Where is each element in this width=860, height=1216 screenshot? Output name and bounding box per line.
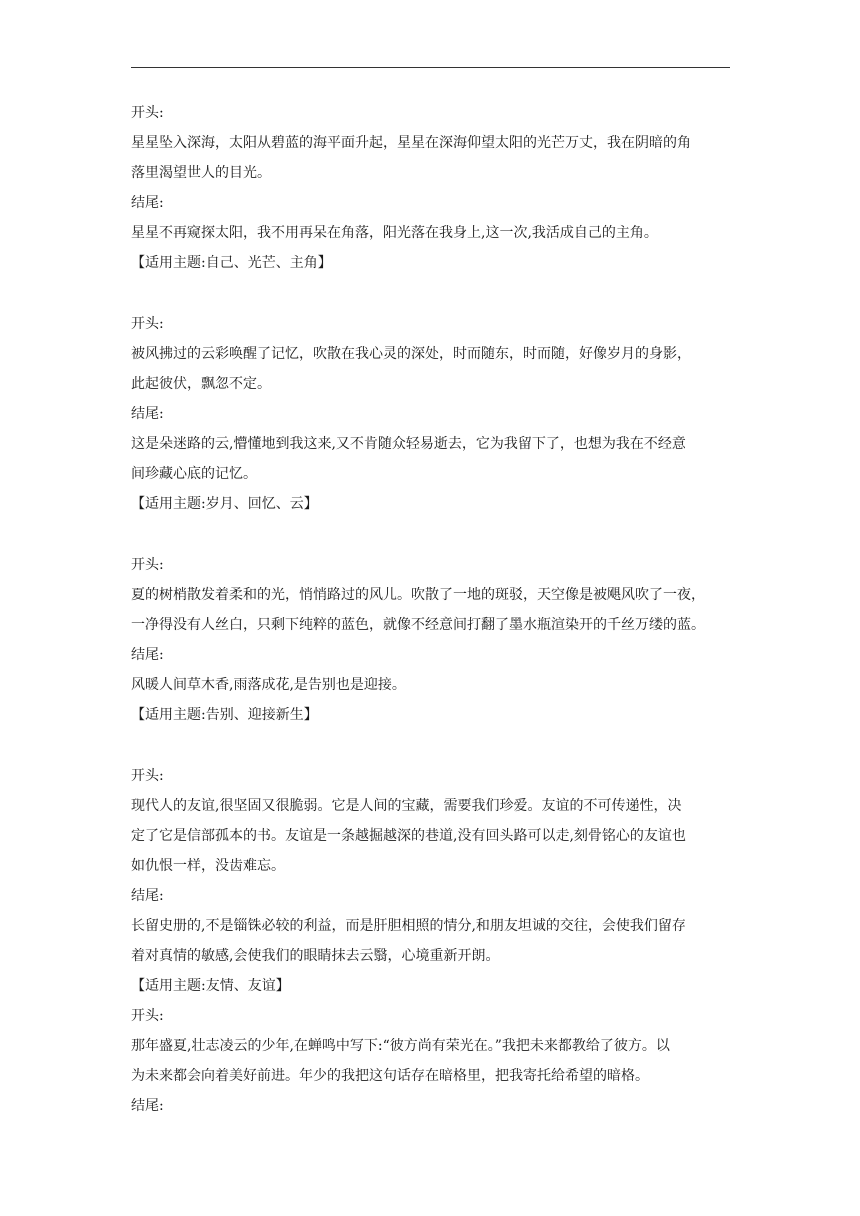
ending-label: 结尾: bbox=[131, 406, 164, 422]
opening-line: 为未来都会向着美好前进。年少的我把这句话存在暗格里，把我寄托给希望的暗格。 bbox=[131, 1068, 649, 1084]
opening-line: 一净得没有人丝白，只剩下纯粹的蓝色，就像不经意间打翻了墨水瓶渲染开的千丝万缕的蓝。 bbox=[131, 617, 705, 633]
theme-tag: 【适用主题:自己、光芒、主角】 bbox=[131, 255, 332, 271]
opening-line: 落里渴望世人的目光。 bbox=[131, 165, 271, 181]
opening-line: 夏的树梢散发着柔和的光，悄悄路过的风儿。吹散了一地的斑驳，天空像是被飓风吹了一夜， bbox=[131, 587, 705, 603]
block-spacer bbox=[131, 278, 731, 309]
opening-line: 那年盛夏,壮志凌云的少年,在蝉鸣中写下:“彼方尚有荣光在。”我把未来都教给了彼方。以 bbox=[131, 1038, 670, 1054]
essay-block bbox=[131, 1001, 731, 1121]
theme-tag: 【适用主题:告别、迎接新生】 bbox=[131, 707, 318, 723]
ending-label: 结尾: bbox=[131, 647, 164, 663]
theme-tag: 【适用主题:岁月、回忆、云】 bbox=[131, 496, 318, 512]
opening-label: 开头: bbox=[131, 557, 164, 573]
opening-line: 如仇恨一样，没齿难忘。 bbox=[131, 858, 285, 874]
essay-block bbox=[131, 309, 731, 519]
ending-line: 着对真情的敏感,会使我们的眼睛抹去云翳，心境重新开朗。 bbox=[131, 948, 500, 964]
essay-block bbox=[131, 761, 731, 1001]
ending-label: 结尾: bbox=[131, 195, 164, 211]
opening-label: 开头: bbox=[131, 316, 164, 332]
opening-line: 现代人的友谊,很坚固又很脆弱。它是人间的宝藏，需要我们珍爱。友谊的不可传递性，决 bbox=[131, 798, 682, 814]
document-body bbox=[131, 98, 731, 1121]
block-spacer bbox=[131, 730, 731, 761]
block-spacer bbox=[131, 519, 731, 550]
theme-tag: 【适用主题:友情、友谊】 bbox=[131, 978, 290, 994]
opening-label: 开头: bbox=[131, 105, 164, 121]
ending-line: 这是朵迷路的云,懵懂地到我这来,又不肯随众轻易逝去，它为我留下了，也想为我在不经意 bbox=[131, 436, 686, 452]
header-rule bbox=[131, 67, 730, 68]
opening-line: 星星坠入深海，太阳从碧蓝的海平面升起，星星在深海仰望太阳的光芒万丈，我在阴暗的角 bbox=[131, 135, 691, 151]
ending-line: 星星不再窥探太阳，我不用再呆在角落，阳光落在我身上,这一次,我活成自己的主角。 bbox=[131, 225, 658, 241]
essay-block bbox=[131, 550, 731, 730]
ending-label: 结尾: bbox=[131, 1098, 164, 1114]
opening-label: 开头: bbox=[131, 1008, 164, 1024]
ending-line: 风暖人间草木香,雨落成花,是告别也是迎接。 bbox=[131, 677, 406, 693]
opening-line: 此起彼伏，飘忽不定。 bbox=[131, 376, 271, 392]
ending-line: 间珍藏心底的记忆。 bbox=[131, 466, 257, 482]
opening-line: 定了它是信部孤本的书。友谊是一条越掘越深的巷道,没有回头路可以走,刻骨铭心的友谊也 bbox=[131, 828, 686, 844]
opening-label: 开头: bbox=[131, 768, 164, 784]
essay-block bbox=[131, 98, 731, 278]
ending-label: 结尾: bbox=[131, 888, 164, 904]
ending-line: 长留史册的,不是锱铢必较的利益，而是肝胆相照的情分,和朋友坦诚的交往，会使我们留存 bbox=[131, 918, 686, 934]
opening-line: 被风拂过的云彩唤醒了记忆，吹散在我心灵的深处，时而随东，时而随，好像岁月的身影， bbox=[131, 346, 691, 362]
